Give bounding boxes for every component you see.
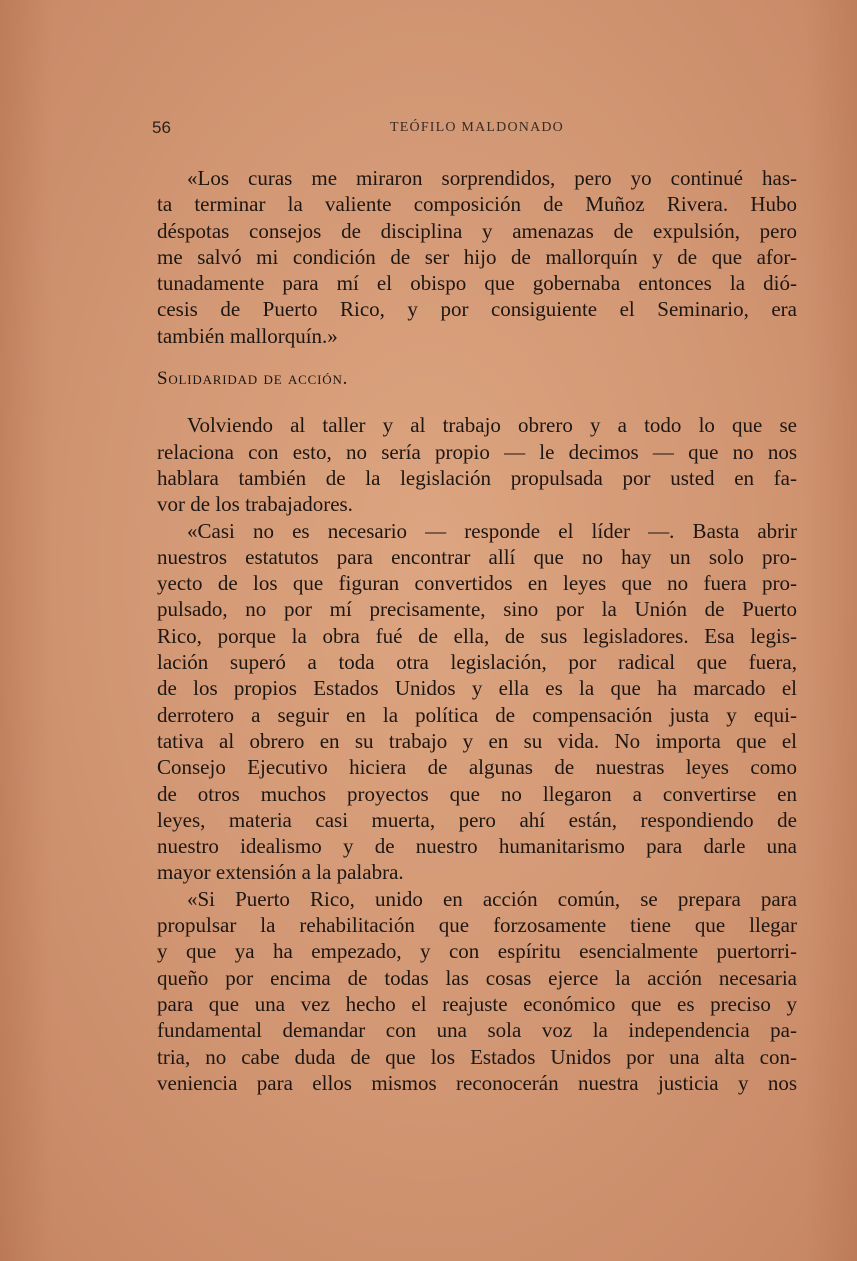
text-line: yecto de los que figuran convertidos en leyes que no fuera pro- [157, 571, 797, 596]
text-line: de los propios Estados Unidos y ella es la que ha marcado el [157, 676, 797, 701]
text-line: queño por encima de todas las cosas ejerce la acción necesaria [157, 965, 797, 990]
text-line: Volviendo al taller y al trabajo obrero y a todo lo que se [187, 413, 797, 438]
page-header [152, 118, 800, 138]
text-line: de otros muchos proyectos que no llegaron a convertirse en [157, 781, 797, 806]
text-line: Consejo Ejecutivo hiciera de algunas de nuestras leyes como [157, 755, 797, 780]
text-line: también mallorquín.» [157, 323, 338, 348]
text-line: derrotero a seguir en la política de compensación justa y equi- [157, 702, 797, 727]
text-line: me salvó mi condición de ser hijo de mallorquín y de que afor- [157, 244, 797, 269]
spacer [157, 349, 797, 366]
text-line: para que una vez hecho el reajuste económico que es preciso y [157, 991, 797, 1016]
text-line: veniencia para ellos mismos reconocerán nuestra justicia y nos [157, 1070, 797, 1095]
text-line: pulsado, no por mí precisamente, sino por la Unión de Puerto [157, 597, 797, 622]
page-number: 56 [152, 118, 171, 137]
text-line: tunadamente para mí el obispo que gobernaba entonces la dió- [157, 271, 797, 296]
text-line: nuestros estatutos para encontrar allí que no hay un solo pro- [157, 544, 797, 569]
text-line: vor de los trabajadores. [157, 492, 353, 517]
text-line: «Casi no es necesario — responde el líder —. Basta abrir [187, 518, 797, 543]
text-line: propulsar la rehabilitación que forzosamente tiene que llegar [157, 913, 797, 938]
text-line: fundamental demandar con una sola voz la independencia pa- [157, 1018, 797, 1043]
text-line: cesis de Puerto Rico, y por consiguiente el Seminario, era [157, 297, 797, 322]
paragraph-2 [157, 412, 797, 517]
text-line: tativa al obrero en su trabajo y en su vida. No importa que el [157, 728, 797, 753]
text-line: lación superó a toda otra legislación, por radical que fuera, [157, 650, 797, 675]
text-line: hablara también de la legislación propulsada por usted en fa- [157, 465, 797, 490]
spacer [157, 392, 797, 412]
text-line: ta terminar la valiente composición de Muñoz Rivera. Hubo [157, 192, 797, 217]
text-line: déspotas consejos de disciplina y amenazas de expulsión, pero [157, 218, 797, 243]
text-line: «Los curas me miraron sorprendidos, pero yo continué has- [187, 166, 797, 190]
text-line: Rico, porque la obra fué de ella, de sus legisladores. Esa legis- [157, 623, 797, 648]
body-text [157, 165, 797, 1096]
text-line: «Si Puerto Rico, unido en acción común, se prepara para [187, 886, 797, 911]
section-heading: Solidaridad de acción. [157, 368, 349, 390]
running-head: TEÓFILO MALDONADO [390, 120, 564, 135]
paragraph-3 [157, 518, 797, 886]
text-line: nuestro idealismo y de nuestro humanitarismo para darle una [157, 834, 797, 859]
text-line: mayor extensión a la palabra. [157, 860, 404, 885]
text-line: leyes, materia casi muerta, pero ahí están, respondiendo de [157, 807, 797, 832]
text-line: relaciona con esto, no sería propio — le decimos — que no nos [157, 439, 797, 464]
text-line: y que ya ha empezado, y con espíritu esencialmente puertorri- [157, 939, 797, 964]
paragraph-4 [157, 886, 797, 1096]
paragraph-1 [157, 165, 797, 349]
text-line: tria, no cabe duda de que los Estados Unidos por una alta con- [157, 1044, 797, 1069]
